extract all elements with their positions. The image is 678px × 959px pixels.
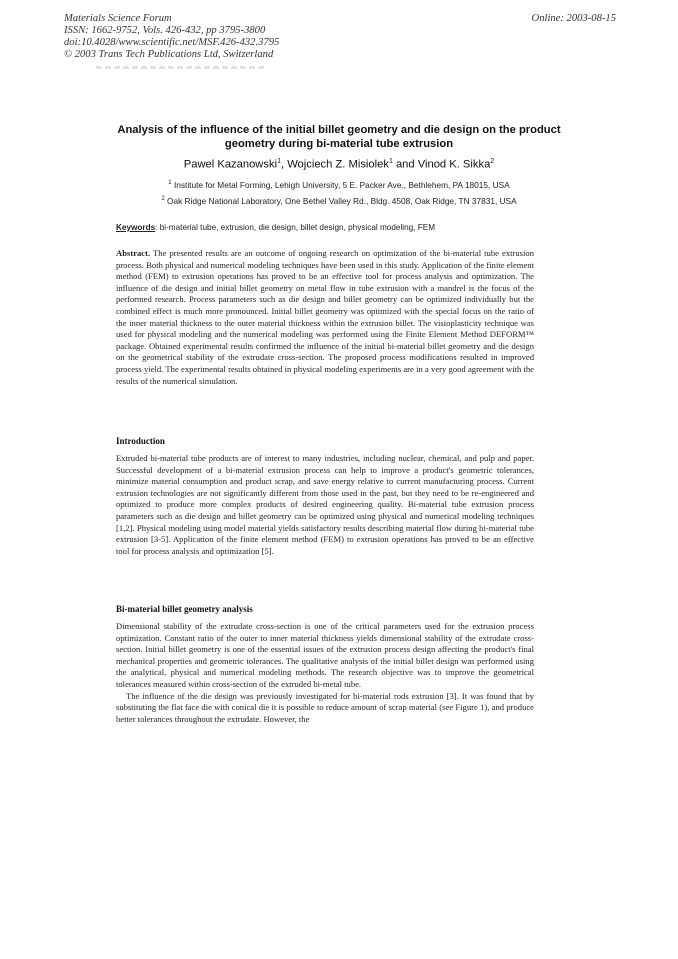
author-name: Vinod K. Sikka — [417, 158, 491, 171]
journal-masthead — [64, 13, 279, 61]
section-heading-billet-geometry: Bi-material billet geometry analysis — [116, 604, 253, 614]
issn-line: ISSN: 1662-9752, Vols. 426-432, pp 3795-3800 — [64, 25, 266, 36]
affiliation-mark: 1 — [168, 180, 172, 187]
author-list — [100, 158, 578, 171]
affiliation-1 — [100, 180, 578, 190]
author-affiliation-mark: 1 — [388, 158, 393, 165]
author-name: Wojciech Z. Misiolek — [287, 158, 389, 171]
paragraph: Dimensional stability of the extrudate cross-section is one of the critical parameters used for the extrusion process optimization. Constant ratio of the outer to inner material thickness yields dimensional stability of the extrudate cross-section. Initial billet geometry is one of the essential issues of the extrusion process design affecting the product's final mechanical properties and geometric tolerances. The qualitative analysis of the initial billet design was performed using the analytical, physical and numerical modeling methods. The research objective was to improve the geometrical tolerances measured within cross-section of the extruded bi-metal tube. — [116, 621, 534, 689]
author-affiliation-mark: 2 — [490, 158, 495, 165]
affiliation-mark: 2 — [161, 196, 165, 203]
affiliation-2 — [100, 196, 578, 206]
paragraph: The influence of the die design was previously investigated for bi-material rods extrusion [3]. It was found that by substituting the flat face die with conical die it is possible to reduce amount of scrap material (see Figure 1), and produce better tolerances throughout the extrudate. However, the — [116, 690, 534, 724]
affiliation-text: Institute for Metal Forming, Lehigh University, 5 E. Packer Ave., Bethlehem, PA 18015, USA — [173, 180, 510, 190]
section-heading-introduction: Introduction — [116, 436, 165, 446]
online-date: Online: 2003-08-15 — [531, 13, 616, 24]
abstract — [116, 248, 534, 387]
doi-line[interactable]: doi:10.4028/www.scientific.net/MSF.426-432.3795 — [64, 37, 280, 48]
affiliation-text: Oak Ridge National Laboratory, One Bethel Valley Rd., Bldg. 4508, Oak Ridge, TN 37831, USA — [167, 196, 517, 206]
paragraph: Extruded bi-material tube products are of interest to many industries, including nuclear, chemical, and pulp and paper. Successful development of a bi-material extrusion process can help to improve a product's geometric tolerances, minimize material consumption and product scrap, and save energy relative to current manufacturing process. Current extrusion technologies are not significantly different from those used in the past, but they need to be re-engineered and optimized to produce more complex products of desired engineering quality. Bi-material tube extrusion process parameters such as die design and billet geometry can be optimized using physical and numerical modeling techniques [1,2]. Physical modeling using model material yields satisfactory results describing material flow during bi-material tube extrusion [3-5]. Application of the finite element method (FEM) to extrusion operations has proved to be an effective tool for process analysis and optimization [5]. — [116, 453, 534, 556]
author-name: Pawel Kazanowski — [183, 158, 278, 171]
author-separator: , — [280, 158, 288, 171]
journal-name: Materials Science Forum — [64, 13, 172, 24]
author-separator: and — [392, 158, 418, 171]
paper-title: Analysis of the influence of the initial billet geometry and die design on the product geometry during bi-material tube extrusion — [117, 124, 561, 150]
billet-geometry-body — [116, 621, 534, 725]
copyright-line: © 2003 Trans Tech Publications Ltd, Switzerland — [64, 49, 274, 60]
abstract-label: Abstract. — [116, 248, 151, 258]
author-affiliation-mark: 1 — [277, 158, 281, 165]
keywords-text: : bi-material tube, extrusion, die design, billet design, physical modeling, FEM — [155, 223, 436, 232]
abstract-text: The presented results are an outcome of ongoing research on optimization of the bi-material tube extrusion process. Both physical and numerical modeling techniques have been used in this study. Application of the finite element method (FEM) to extrusion operations has proved to be an effective tool for process analysis and optimization. The influence of die design and initial billet geometry on metal flow in tube extrusion with a mandrel is the focus of the performed research. Process parameters such as die design and billet geometry can be optimized individually but the combined effect is much more pronounced. Initial billet geometry was optimized with the special focus on the ratio of the inner material thickness to the outer material thickness within the extrusion billet. The visioplasticity technique was used for physical modeling and the numerical modeling was performed using the Finite Element Method DEFORM™ package. Obtained experimental results confirmed the influence of the initial bi-material billet geometry and die design on the geometrical stability of the extrudate cross-section. The proposed process modifications resulted in improved process yield. The experimental results obtained in physical modeling experiments are in a very good agreement with the results of the numerical simulation. — [116, 248, 534, 386]
keywords-line — [116, 223, 566, 232]
introduction-body — [116, 453, 534, 557]
scan-artifact — [96, 66, 266, 69]
keywords-label: Keywords — [116, 223, 156, 232]
